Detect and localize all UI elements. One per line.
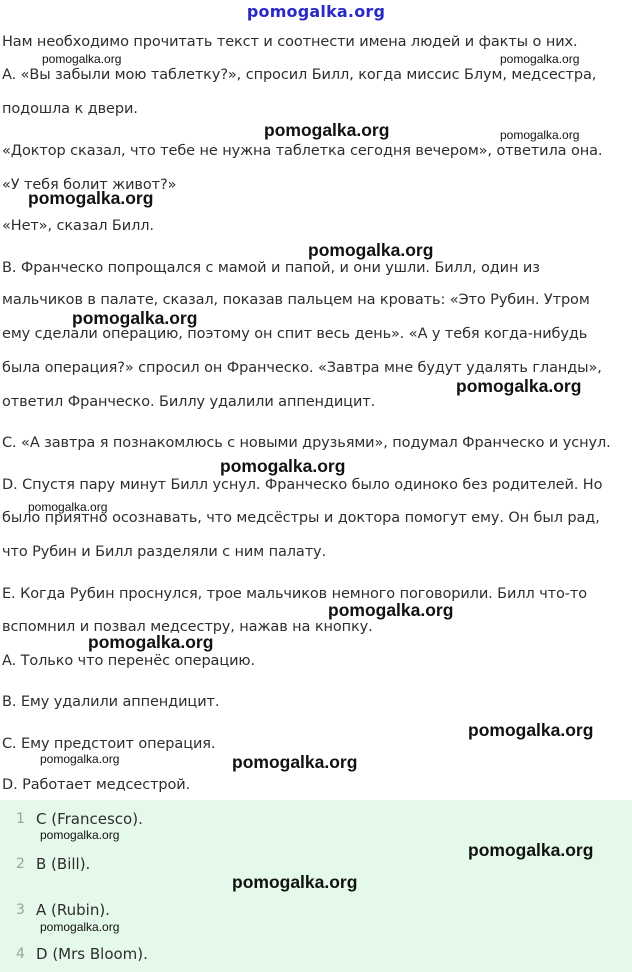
- site-watermark-top: pomogalka.org: [246, 2, 386, 21]
- answer-text: C (Francesco).: [36, 810, 143, 828]
- text-line: «Нет», сказал Билл.: [2, 218, 154, 234]
- watermark: pomogalka.org: [72, 308, 198, 328]
- text-line: было приятно осознавать, что медсёстры и доктора помогут ему. Он был рад,: [2, 510, 600, 526]
- watermark: pomogalka.org: [468, 840, 594, 860]
- watermark: pomogalka.org: [232, 872, 358, 892]
- answer-number: 4: [16, 946, 25, 962]
- watermark: pomogalka.org: [308, 240, 434, 260]
- fact-option-b: B. Ему удалили аппендицит.: [2, 694, 220, 710]
- answer-text: B (Bill).: [36, 855, 91, 873]
- text-line: была операция?» спросил он Франческо. «Завтра мне будут удалять гланды»,: [2, 360, 602, 376]
- text-line: A. «Вы забыли мою таблетку?», спросил Билл, когда миссис Блум, медсестра,: [2, 67, 597, 83]
- answer-number: 3: [16, 902, 25, 918]
- text-line: D. Спустя пару минут Билл уснул. Франческо было одиноко без родителей. Но: [2, 477, 603, 493]
- watermark: pomogalka.org: [40, 920, 120, 934]
- text-line: вспомнил и позвал медсестру, нажав на кнопку.: [2, 619, 373, 635]
- watermark: pomogalka.org: [468, 720, 594, 740]
- watermark: pomogalka.org: [500, 52, 580, 66]
- text-line: подошла к двери.: [2, 101, 138, 117]
- answer-text: D (Mrs Bloom).: [36, 945, 148, 963]
- text-line: B. Франческо попрощался с мамой и папой, и они ушли. Билл, один из: [2, 260, 540, 276]
- watermark: pomogalka.org: [500, 128, 580, 142]
- fact-option-a: A. Только что перенёс операцию.: [2, 653, 256, 669]
- watermark: pomogalka.org: [232, 752, 358, 772]
- watermark: pomogalka.org: [328, 600, 454, 620]
- fact-option-d: D. Работает медсестрой.: [2, 777, 191, 793]
- text-line: мальчиков в палате, сказал, показав пальцем на кровать: «Это Рубин. Утром: [2, 292, 590, 308]
- fact-option-c: C. Ему предстоит операция.: [2, 736, 216, 752]
- watermark: pomogalka.org: [40, 752, 120, 766]
- text-line-intro: Нам необходимо прочитать текст и соотнести имена людей и факты о них.: [2, 34, 578, 50]
- text-line: ему сделали операцию, поэтому он спит весь день». «А у тебя когда-нибудь: [2, 326, 588, 342]
- answer-number: 2: [16, 856, 25, 872]
- watermark: pomogalka.org: [88, 632, 214, 652]
- text-line: «У тебя болит живот?»: [2, 177, 177, 193]
- watermark: pomogalka.org: [456, 376, 582, 396]
- text-line: C. «А завтра я познакомлюсь с новыми друзьями», подумал Франческо и уснул.: [2, 435, 611, 451]
- watermark: pomogalka.org: [28, 500, 108, 514]
- watermark: pomogalka.org: [42, 52, 122, 66]
- answer-text: A (Rubin).: [36, 901, 110, 919]
- answer-number: 1: [16, 811, 25, 827]
- text-line: ответил Франческо. Биллу удалили аппендицит.: [2, 394, 376, 410]
- watermark: pomogalka.org: [28, 188, 154, 208]
- text-line: E. Когда Рубин проснулся, трое мальчиков немного поговорили. Билл что-то: [2, 586, 588, 602]
- text-line: что Рубин и Билл разделяли с ним палату.: [2, 544, 327, 560]
- watermark: pomogalka.org: [220, 456, 346, 476]
- watermark: pomogalka.org: [40, 828, 120, 842]
- text-line: «Доктор сказал, что тебе не нужна таблетка сегодня вечером», ответила она.: [2, 143, 603, 159]
- watermark: pomogalka.org: [264, 120, 390, 140]
